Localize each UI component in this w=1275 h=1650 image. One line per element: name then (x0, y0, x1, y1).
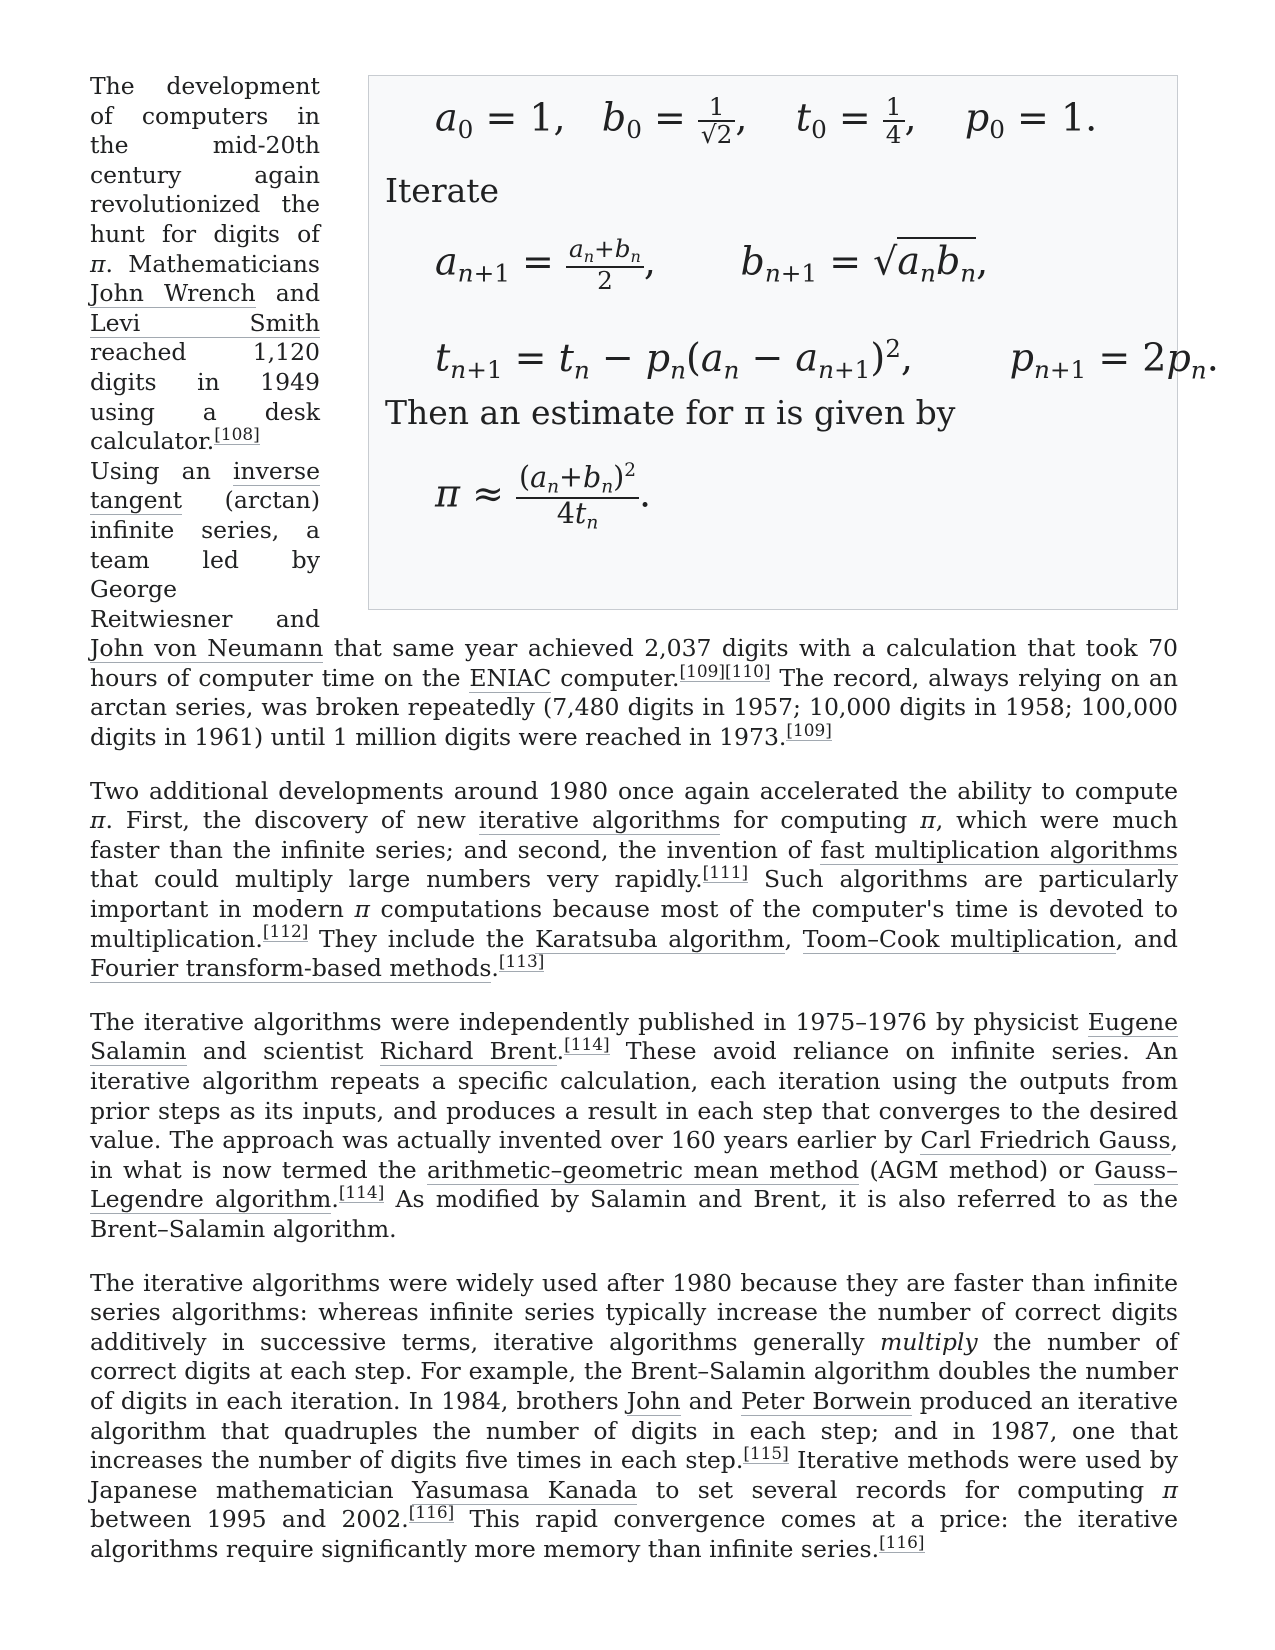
ref-113[interactable]: [113] (498, 950, 545, 971)
article-body (90, 72, 1219, 1589)
link-john-von-neumann[interactable]: John von Neumann (90, 634, 324, 663)
link-levi-smith[interactable]: Levi Smith (90, 308, 320, 337)
paragraph-1980-developments: Two additional developments around 1980 once again accelerated the ability to compute π. First, the discovery of new iterative algorithms for computing π, which were much faster than the infinite series; and second, the invention of fast multiplication algorithms that could multiply large numbers very rapidly.[111] Such algorithms are particularly important in modern π computations because most of the computer's time is devoted to multiplication.[112] They include the Karatsuba algorithm, Toom–Cook multiplication, and Fourier transform-based methods.[113] (90, 776, 1179, 983)
link-toom-cook[interactable]: Toom–Cook multiplication (802, 924, 1116, 953)
ref-116-b[interactable]: [116] (879, 1531, 925, 1552)
link-eugene-salamin[interactable]: Eugene Salamin (90, 1007, 1178, 1066)
link-inverse-tangent[interactable]: inverse tangent (90, 456, 320, 515)
link-fast-multiplication[interactable]: fast multiplication algorithms (820, 835, 1178, 864)
link-eniac[interactable]: ENIAC (469, 663, 552, 692)
link-gauss-legendre[interactable]: Gauss–Legendre algorithm (90, 1155, 1178, 1214)
link-agm-method[interactable]: arithmetic–geometric mean method (427, 1155, 860, 1184)
ref-114[interactable]: [114] (564, 1034, 610, 1055)
ref-110[interactable]: [110] (725, 660, 771, 681)
ref-108[interactable]: [108] (214, 423, 260, 444)
ref-111[interactable]: [111] (702, 862, 749, 883)
ref-109[interactable]: [109] (679, 660, 726, 681)
gauss-legendre-formula-box (368, 75, 1219, 610)
link-yasumasa-kanada[interactable]: Yasumasa Kanada (412, 1475, 638, 1504)
paragraph-computers: The development of computers in the mid-20th century again revolutionized the hunt for digits of π. Mathematicians John Wrench and Levi Smith reached 1,120 digits in 1949 using a desk calculator.[108] Using an inverse tangent (arctan) infinite series, a team led by George Reitwiesner and John von Neumann that same year achieved 2,037 digits with a calculation that took 70 hours of computer time on the ENIAC computer.[109][110] The record, always relying on an arctan series, was broken repeatedly (7,480 digits in 1957; 10,000 digits in 1958; 100,000 digits in 1961) until 1 million digits were reached in 1973.[109] (90, 72, 1179, 752)
ref-115[interactable]: [115] (743, 1442, 789, 1463)
estimate-label: Then an estimate for π is given by (385, 393, 956, 432)
paragraph-iterative-algorithms: The iterative algorithms were independently published in 1975–1976 by physicist Eugene Salamin and scientist Richard Brent.[114] These avoid reliance on infinite series. An iterative algorithm repeats a specific calculation, each iteration using the outputs from prior steps as its inputs, and produces a result in each step that converges to the desired value. The approach was actually invented over 160 years earlier by Carl Friedrich Gauss, in what is now termed the arithmetic–geometric mean method (AGM method) or Gauss–Legendre algorithm.[114] As modified by Salamin and Brent, it is also referred to as the Brent–Salamin algorithm. (90, 1007, 1178, 1243)
ref-116[interactable]: [116] (408, 1502, 455, 1523)
iterate-label: Iterate (385, 171, 500, 210)
formula-a-b-update: $a_{n+1}$ = $\frac{a_n+b_n}{2}$ , $b_{n+1} = √a_nb_n$, (435, 234, 989, 295)
link-karatsuba[interactable]: Karatsuba algorithm (535, 924, 785, 953)
link-john-wrench[interactable]: John Wrench (90, 279, 256, 308)
ref-112[interactable]: [112] (262, 921, 309, 942)
ref-114-b[interactable]: [114] (338, 1182, 385, 1203)
formula-t-p-update: $t_{n+1} = t_n - p_n(a_n - a_{n+1})^2$, $p_{n+1} = 2p_n$. (435, 334, 1219, 385)
paragraph-convergence: The iterative algorithms were widely used after 1980 because they are faster than infinite series algorithms: whereas infinite series typically increase the number of correct digits additively in successive terms, iterative algorithms generally multiply the number of correct digits at each step. For example, the Brent–Salamin algorithm doubles the number of digits in each iteration. In 1984, brothers John and Peter Borwein produced an iterative algorithm that quadruples the number of digits in each step; and in 1987, one that increases the number of digits five times in each step.[115] Iterative methods were used by Japanese mathematician Yasumasa Kanada to set several records for computing π between 1995 and 2002.[116] This rapid convergence comes at a price: the iterative algorithms require significantly more memory than infinite series.[116] (90, 1268, 1178, 1563)
formula-pi-estimate: π ≈ $\frac{(a_n+b_n)^2}{4t_n}$ . (435, 460, 652, 534)
link-richard-brent[interactable]: Richard Brent (379, 1037, 557, 1066)
link-peter-borwein[interactable]: Peter Borwein (740, 1386, 912, 1415)
link-iterative-algorithms[interactable]: iterative algorithms (478, 806, 721, 835)
link-fourier-methods[interactable]: Fourier transform-based methods (90, 954, 492, 983)
link-gauss[interactable]: Carl Friedrich Gauss (920, 1126, 1171, 1155)
formula-initial-values: $a_0 = 1$, $b_0$ = $\frac{1}{√2}$ , $t_0$ = $\frac{1}{4}$ , $p_0 = 1$. (435, 92, 1098, 149)
link-john-borwein[interactable]: John (626, 1386, 681, 1415)
ref-109-b[interactable]: [109] (786, 719, 832, 740)
